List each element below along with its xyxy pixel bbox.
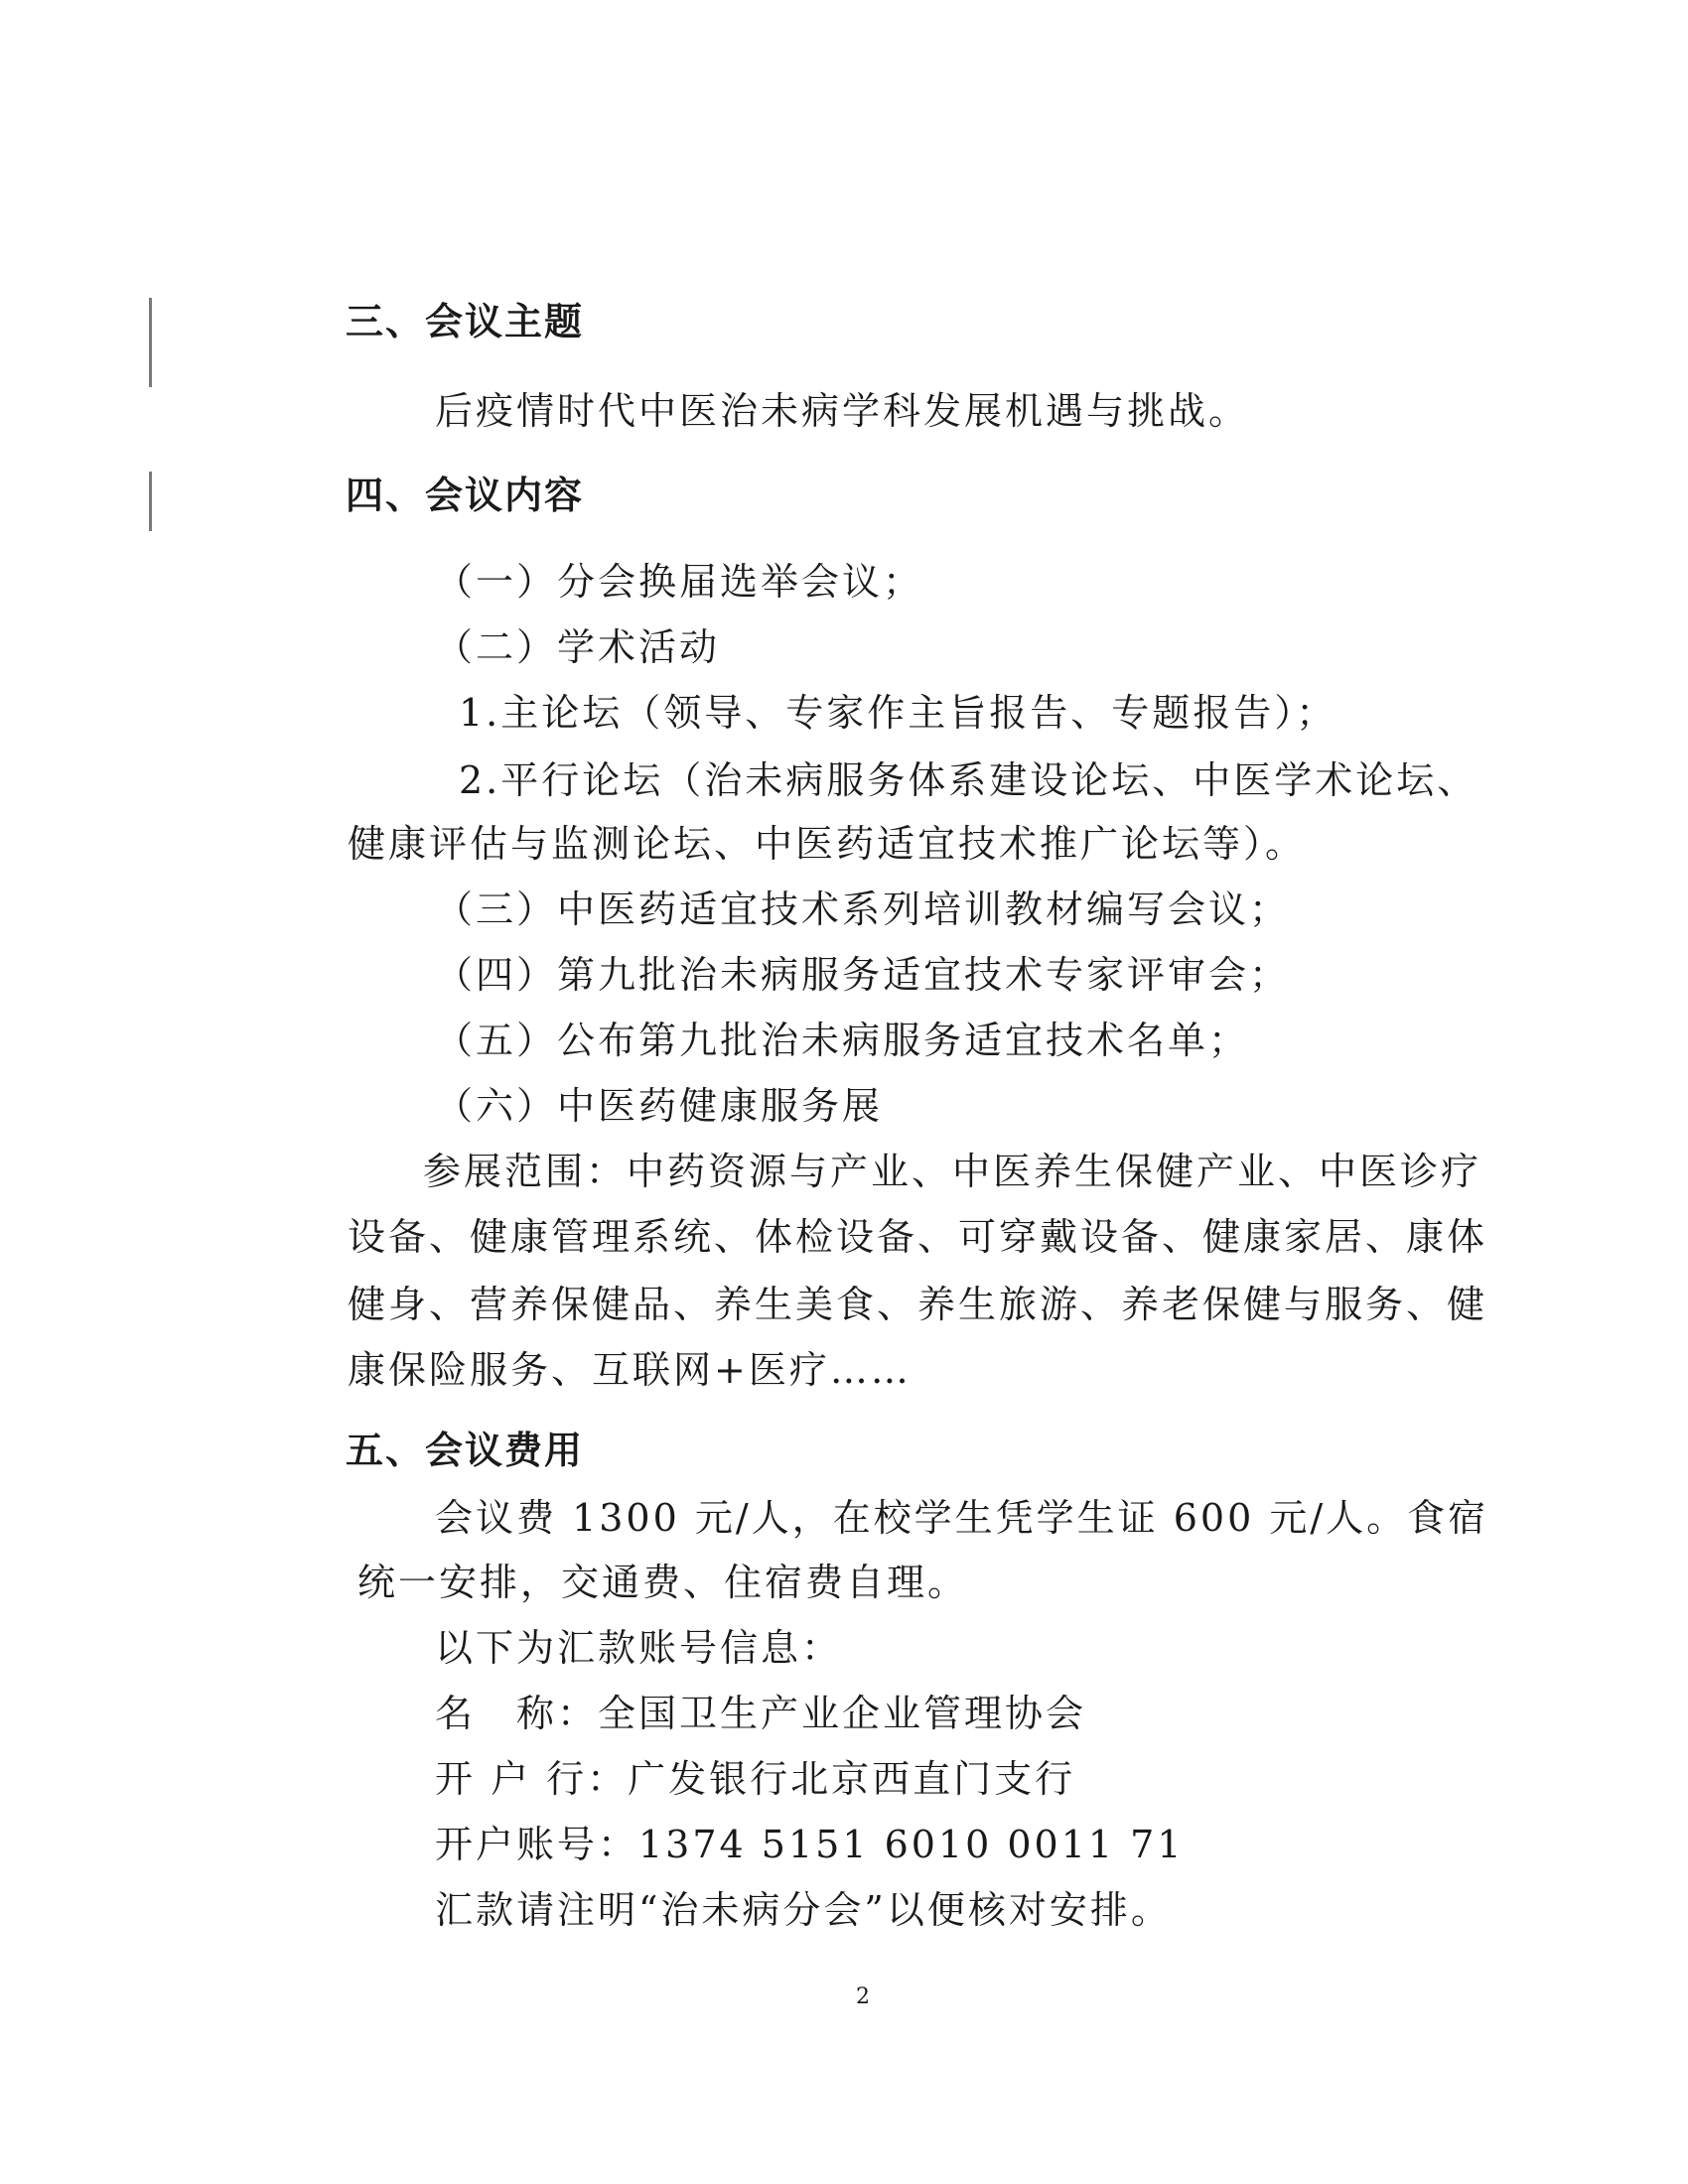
exhibit-scope-line: 康保险服务、互联网+医疗…… <box>348 1348 912 1392</box>
list-item: 2.平行论坛（治未病服务体系建设论坛、中医学术论坛、 <box>459 758 1478 802</box>
exhibit-scope-line: 健身、营养保健品、养生美食、养生旅游、养老保健与服务、健 <box>348 1283 1488 1326</box>
account-number: 开户账号：1374 5151 6010 0011 71 <box>435 1823 1185 1866</box>
section-three-heading: 三、会议主题 <box>346 300 585 343</box>
list-item: （五）公布第九批治未病服务适宜技术名单； <box>435 1019 1250 1062</box>
exhibit-scope-line: 参展范围：中药资源与产业、中医养生保健产业、中医诊疗 <box>423 1150 1482 1193</box>
scan-edge-mark <box>149 472 152 531</box>
bank-name: 开 户 行：广发银行北京西直门支行 <box>435 1757 1076 1801</box>
page-number: 2 <box>856 1984 870 2009</box>
remit-intro: 以下为汇款账号信息： <box>435 1626 843 1670</box>
list-item: （四）第九批治未病服务适宜技术专家评审会； <box>435 953 1291 997</box>
remit-note: 汇款请注明“治未病分会”以便核对安排。 <box>435 1888 1172 1932</box>
section-five-heading: 五、会议费用 <box>346 1429 585 1472</box>
list-item: （二）学术活动 <box>435 625 721 669</box>
list-item: 1.主论坛（领导、专家作主旨报告、专题报告）； <box>459 691 1337 735</box>
scan-edge-mark <box>149 298 152 387</box>
list-item: 健康评估与监测论坛、中医药适宜技术推广论坛等）。 <box>348 822 1307 866</box>
fee-line: 统一安排，交通费、住宿费自理。 <box>357 1561 969 1604</box>
list-item: （一）分会换届选举会议； <box>435 560 924 604</box>
list-item: （三）中医药适宜技术系列培训教材编写会议； <box>435 887 1291 931</box>
fee-line: 会议费 1300 元/人，在校学生凭学生证 600 元/人。食宿 <box>435 1496 1489 1540</box>
account-name: 名 称：全国卫生产业企业管理协会 <box>435 1692 1087 1735</box>
exhibit-scope-line: 设备、健康管理系统、体检设备、可穿戴设备、健康家居、康体 <box>348 1215 1488 1259</box>
section-three-body: 后疫情时代中医治未病学科发展机遇与挑战。 <box>435 389 1250 433</box>
list-item: （六）中医药健康服务展 <box>435 1084 884 1128</box>
section-four-heading: 四、会议内容 <box>346 474 585 517</box>
